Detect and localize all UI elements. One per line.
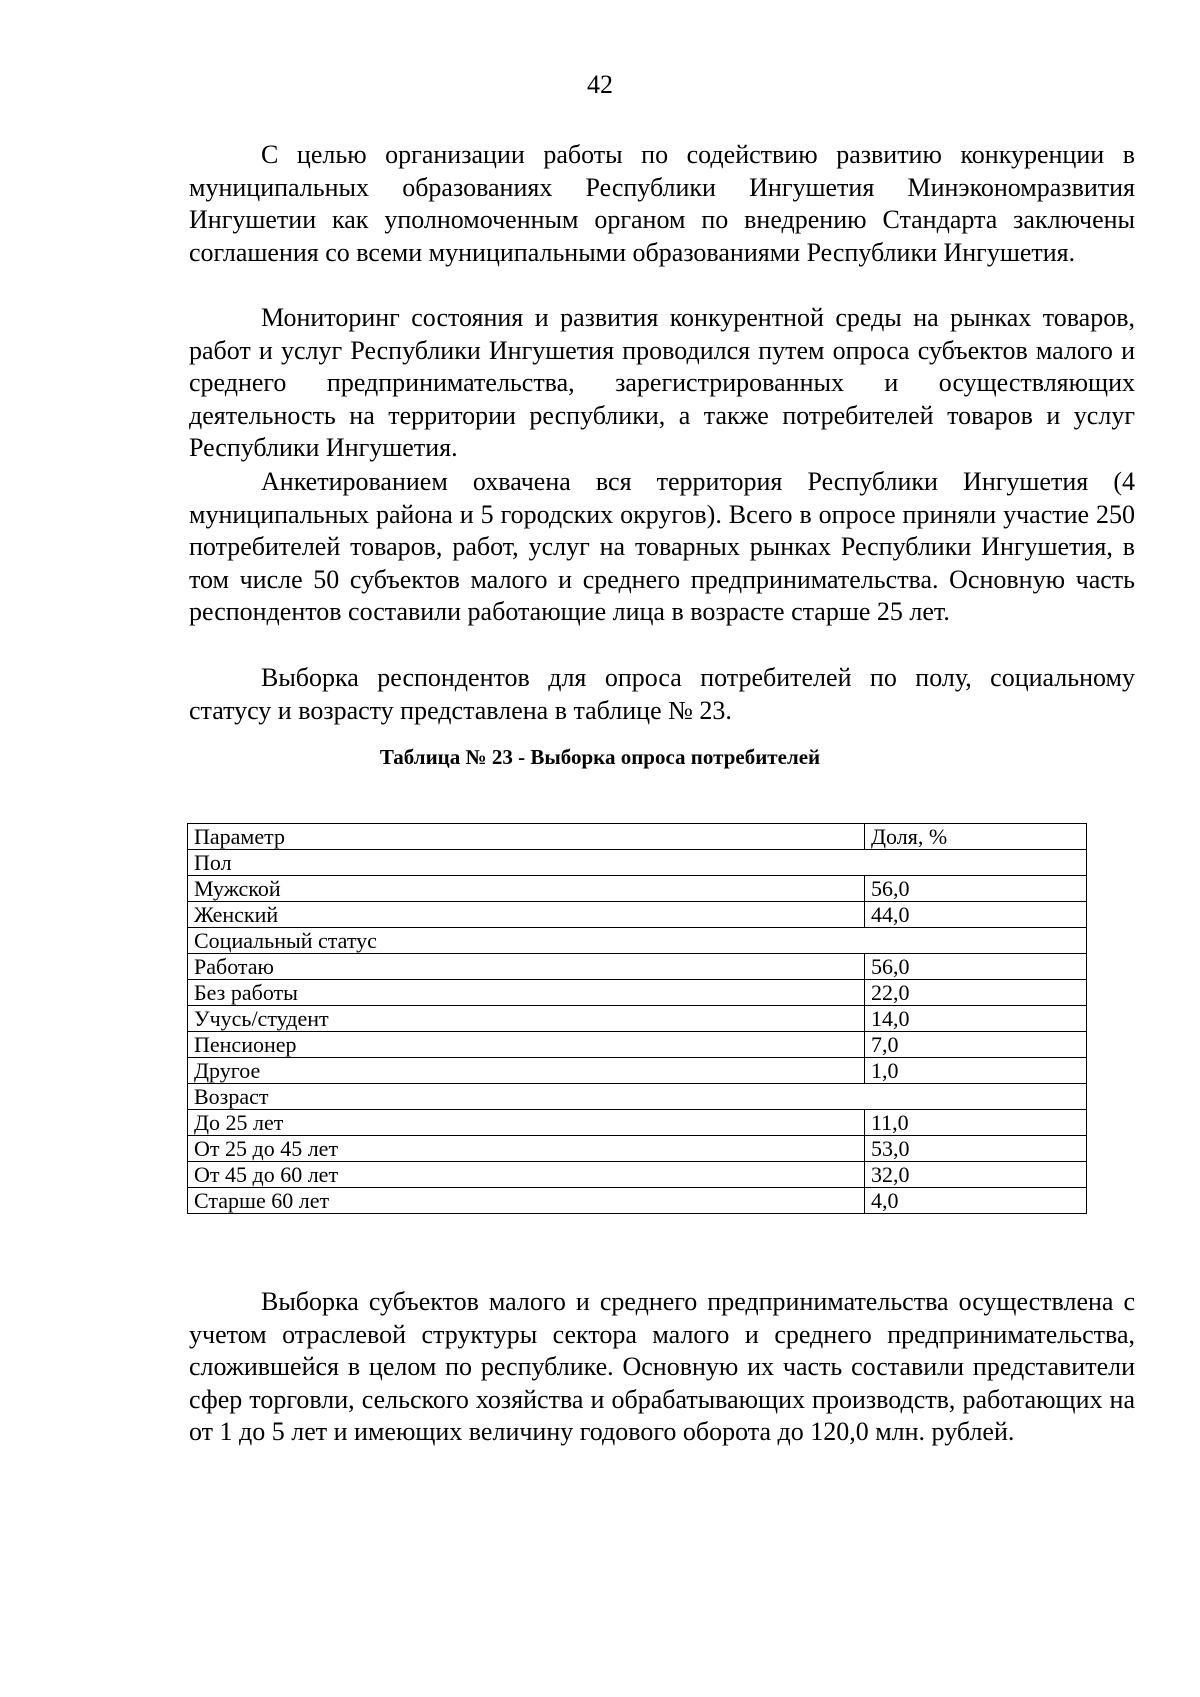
table-group-row — [188, 928, 1087, 954]
survey-table — [187, 823, 1087, 1214]
row-value: 4,0 — [865, 1188, 1087, 1214]
table-row — [188, 1136, 1087, 1162]
table-row — [188, 1032, 1087, 1058]
table-row — [188, 902, 1087, 928]
row-value: 32,0 — [865, 1162, 1087, 1188]
table-row — [188, 876, 1087, 902]
page-number: 42 — [587, 70, 613, 99]
row-value: 1,0 — [865, 1058, 1087, 1084]
table-row — [188, 1162, 1087, 1188]
paragraph-agreements: С целью организации работы по содействию развитию конкуренции в муниципальных образованиях Республики Ингушетия Минэкономразвития Ингушетии как уполномоченным органом по внедрению Стандарта заключены соглашения со всеми муниципальными образованиями Республики Ингушетия. — [189, 140, 1135, 267]
column-header-share: Доля, % — [865, 824, 1087, 850]
row-parameter: Пенсионер — [188, 1032, 865, 1058]
table-header-row — [188, 824, 1087, 850]
column-header-parameter: Параметр — [188, 824, 865, 850]
row-parameter: Мужской — [188, 876, 865, 902]
paragraph-monitoring: Мониторинг состояния и развития конкурентной среды на рынках товаров, работ и услуг Республики Ингушетия проводился путем опроса субъектов малого и среднего предпринимательства, зарегистрированных и осуществляющих деятельность на территории республики, а также потребителей товаров и услуг Республики Ингушетия. — [189, 303, 1135, 463]
table-group-row — [188, 850, 1087, 876]
paragraph-sme-sample: Выборка субъектов малого и среднего предпринимательства осуществлена с учетом отраслевой структуры сектора малого и среднего предпринимательства, сложившейся в целом по республике. Основную их часть составили представители сфер торговли, сельского хозяйства и обрабатывающих производств, работающих на от 1 до 5 лет и имеющих величину годового оборота до 120,0 млн. рублей. — [189, 1287, 1135, 1447]
table-row — [188, 1110, 1087, 1136]
row-value: 7,0 — [865, 1032, 1087, 1058]
table-row — [188, 1006, 1087, 1032]
row-value: 14,0 — [865, 1006, 1087, 1032]
row-parameter: От 45 до 60 лет — [188, 1162, 865, 1188]
group-label-gender: Пол — [188, 850, 1087, 876]
row-parameter: Другое — [188, 1058, 865, 1084]
table-group-row — [188, 1084, 1087, 1110]
paragraph-survey-coverage: Анкетированием охвачена вся территория Республики Ингушетия (4 муниципальных района и 5 городских округов). Всего в опросе приняли участие 250 потребителей товаров, работ, услуг на товарных рынках Республики Ингушетия, в том числе 50 субъектов малого и среднего предпринимательства. Основную часть респондентов составили работающие лица в возрасте старше 25 лет. — [189, 467, 1135, 627]
table-row — [188, 1058, 1087, 1084]
row-parameter: От 25 до 45 лет — [188, 1136, 865, 1162]
table-row — [188, 954, 1087, 980]
row-value: 11,0 — [865, 1110, 1087, 1136]
row-parameter: До 25 лет — [188, 1110, 865, 1136]
row-parameter: Старше 60 лет — [188, 1188, 865, 1214]
row-value: 44,0 — [865, 902, 1087, 928]
table-caption: Таблица № 23 - Выборка опроса потребителей — [379, 745, 821, 769]
row-parameter: Женский — [188, 902, 865, 928]
row-parameter: Без работы — [188, 980, 865, 1006]
row-value: 22,0 — [865, 980, 1087, 1006]
row-parameter: Учусь/студент — [188, 1006, 865, 1032]
row-parameter: Работаю — [188, 954, 865, 980]
paragraph-sample-intro: Выборка респондентов для опроса потребителей по полу, социальному статусу и возрасту представлена в таблице № 23. — [189, 663, 1135, 725]
row-value: 56,0 — [865, 876, 1087, 902]
group-label-social-status: Социальный статус — [188, 928, 1087, 954]
row-value: 56,0 — [865, 954, 1087, 980]
row-value: 53,0 — [865, 1136, 1087, 1162]
group-label-age: Возраст — [188, 1084, 1087, 1110]
table-row — [188, 1188, 1087, 1214]
table-row — [188, 980, 1087, 1006]
